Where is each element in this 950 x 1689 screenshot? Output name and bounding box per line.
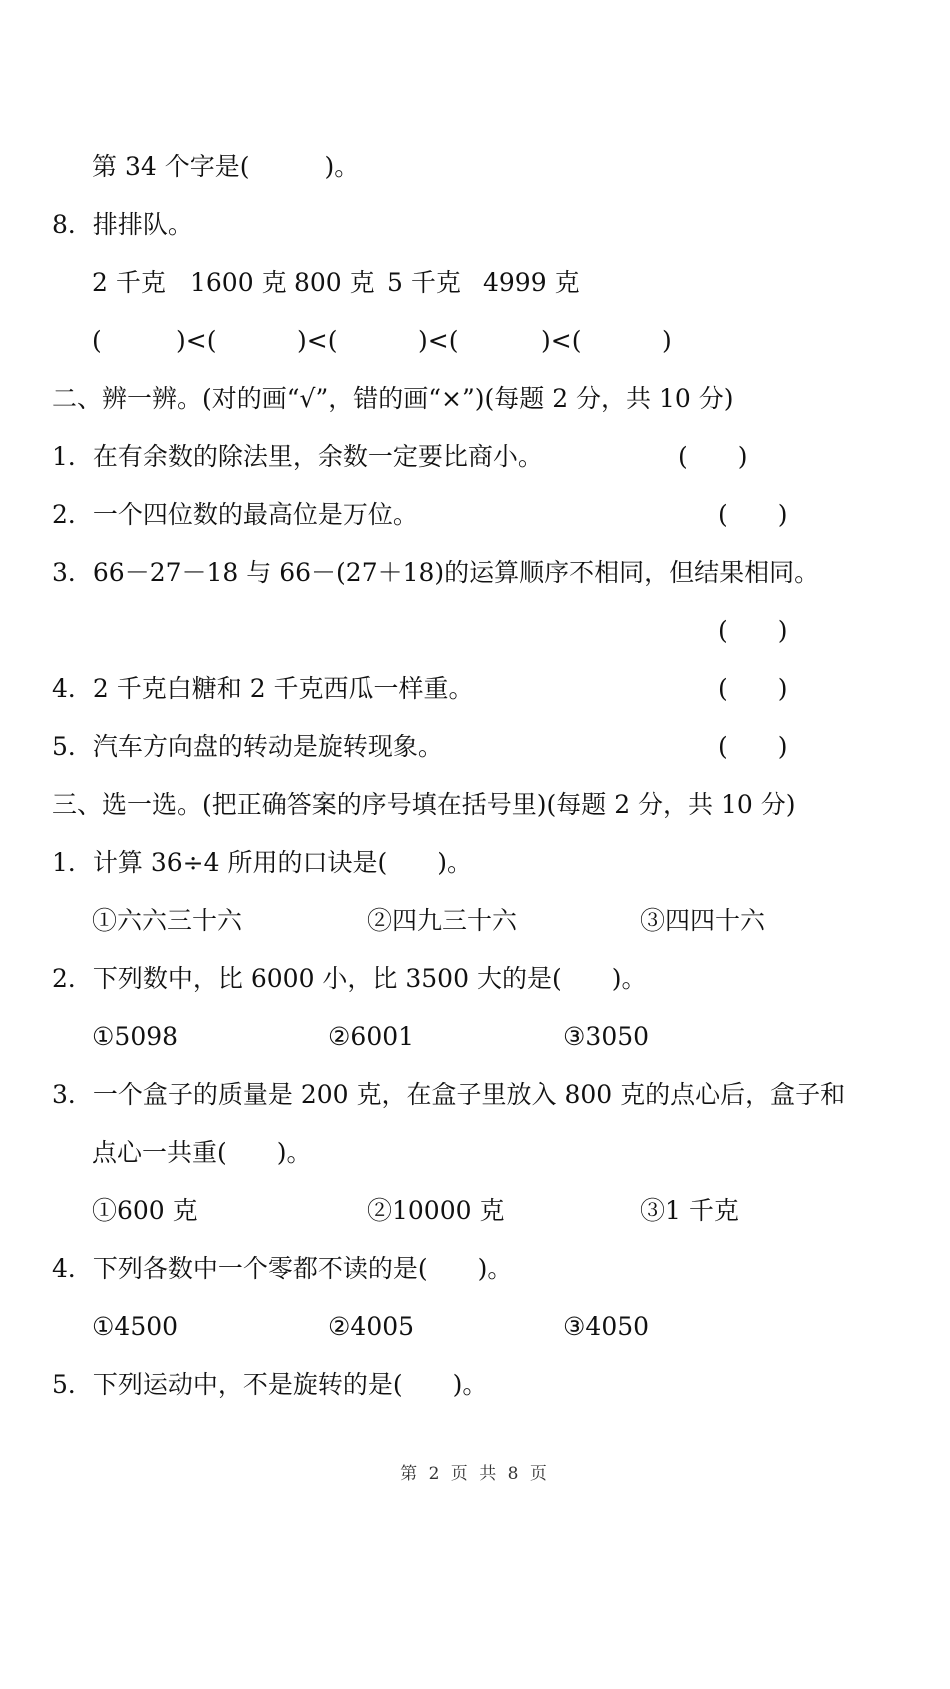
judge-item-text: 5．汽车方向盘的转动是旋转现象。 <box>52 732 443 761</box>
answer-blank: ( ) <box>718 732 788 761</box>
answer-blank: ( ) <box>718 500 788 529</box>
choice-question-continued: 点心一共重( )。 <box>92 1138 312 1167</box>
choice-question: 5．下列运动中，不是旋转的是( )。 <box>52 1370 488 1399</box>
choice-option: ②四九三十六 <box>367 906 518 935</box>
compare-part: ) <box>662 326 672 355</box>
choice-option: ②4005 <box>328 1312 415 1341</box>
choice-question: 3．一个盒子的质量是 200 克，在盒子里放入 800 克的点心后，盒子和 <box>52 1080 846 1109</box>
judge-item-text: 3．66－27－18 与 66－(27＋18)的运算顺序不相同，但结果相同。 <box>52 558 820 587</box>
choice-option: ②10000 克 <box>367 1196 505 1225</box>
answer-blank: ( ) <box>678 442 748 471</box>
section2-heading: 二、辨一辨。(对的画“√”，错的画“×”)(每题 2 分，共 10 分) <box>52 384 734 413</box>
choice-question: 1．计算 36÷4 所用的口诀是( )。 <box>52 848 472 877</box>
answer-blank: ( ) <box>718 674 788 703</box>
judge-item-text: 4．2 千克白糖和 2 千克西瓜一样重。 <box>52 674 474 703</box>
answer-blank: ( ) <box>718 616 788 645</box>
weight-item: 800 克 <box>294 268 375 297</box>
compare-part: ( <box>92 326 102 355</box>
weight-item: 2 千克 <box>92 268 166 297</box>
weight-item: 1600 克 <box>190 268 287 297</box>
choice-option: ③3050 <box>563 1022 650 1051</box>
choice-option: ①5098 <box>92 1022 179 1051</box>
judge-item-text: 2．一个四位数的最高位是万位。 <box>52 500 418 529</box>
compare-part: )<( <box>297 326 338 355</box>
compare-part: )<( <box>418 326 459 355</box>
q7-tail-line: 第 34 个字是( )。 <box>92 152 360 181</box>
compare-part: )<( <box>541 326 582 355</box>
choice-question: 2．下列数中，比 6000 小，比 3500 大的是( )。 <box>52 964 647 993</box>
judge-item-text: 1．在有余数的除法里，余数一定要比商小。 <box>52 442 543 471</box>
page-footer: 第 2 页 共 8 页 <box>400 1464 550 1484</box>
choice-option: ③四四十六 <box>640 906 766 935</box>
section3-heading: 三、选一选。(把正确答案的序号填在括号里)(每题 2 分，共 10 分) <box>52 790 796 819</box>
choice-option: ③4050 <box>563 1312 650 1341</box>
choice-option: ②6001 <box>328 1022 415 1051</box>
q8-title: 8．排排队。 <box>52 210 193 239</box>
weight-item: 5 千克 <box>387 268 461 297</box>
weight-item: 4999 克 <box>483 268 580 297</box>
choice-option: ①600 克 <box>92 1196 198 1225</box>
choice-option: ①4500 <box>92 1312 179 1341</box>
choice-question: 4．下列各数中一个零都不读的是( )。 <box>52 1254 513 1283</box>
choice-option: ①六六三十六 <box>92 906 243 935</box>
choice-option: ③1 千克 <box>640 1196 739 1225</box>
compare-part: )<( <box>176 326 217 355</box>
